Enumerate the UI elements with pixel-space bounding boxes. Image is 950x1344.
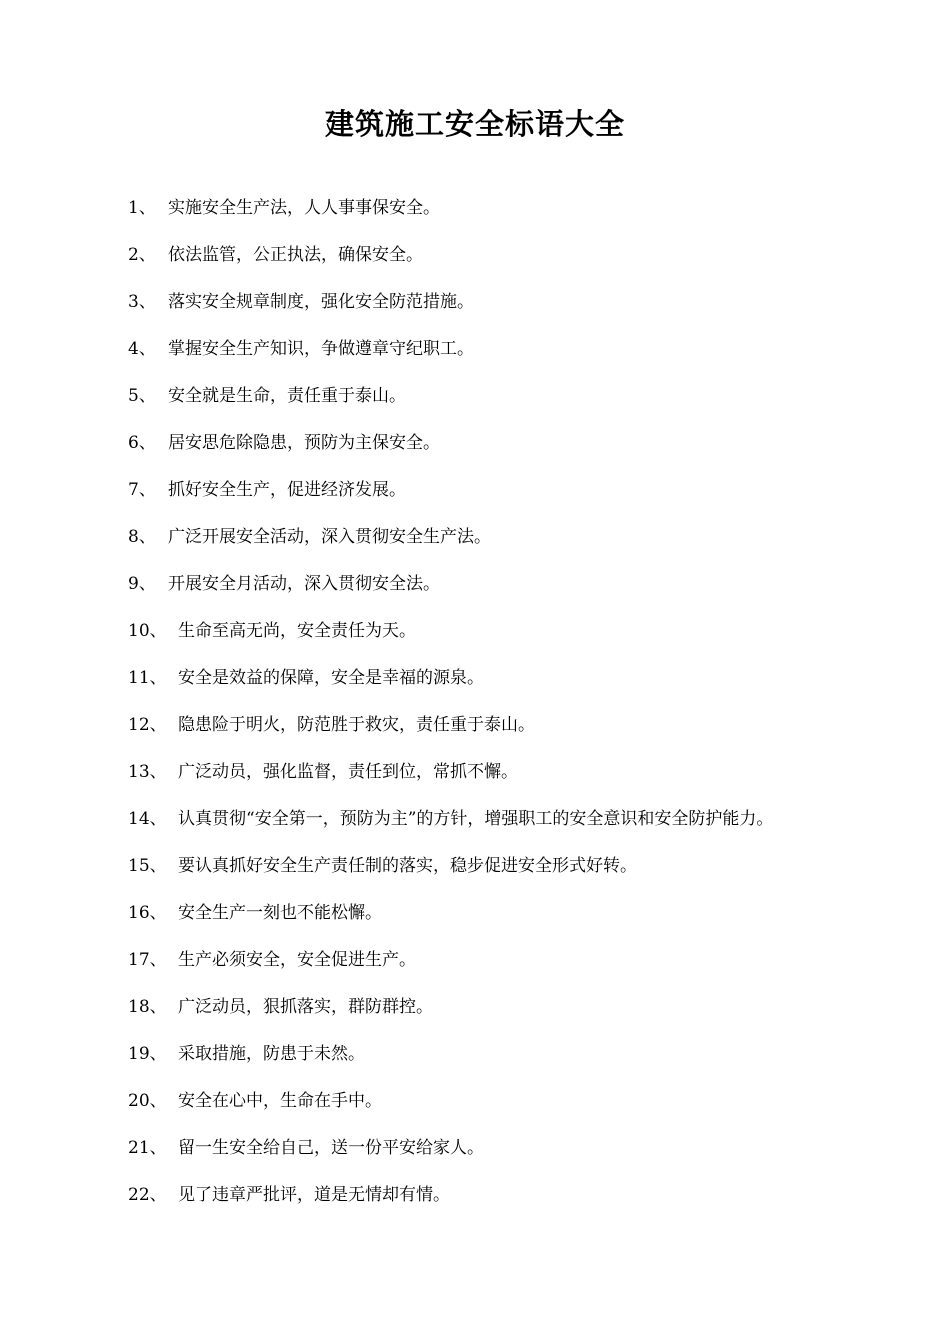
list-item [128, 713, 938, 760]
list-item [128, 1183, 938, 1230]
list-item [128, 619, 938, 666]
list-item [128, 995, 938, 1042]
item-text: 开展安全月活动，深入贯彻安全法。 [168, 574, 440, 594]
list-item [128, 572, 938, 619]
item-text: 依法监管，公正执法，确保安全。 [168, 245, 423, 265]
item-text: 要认真抓好安全生产责任制的落实，稳步促进安全形式好转。 [178, 856, 637, 876]
list-item [128, 666, 938, 713]
item-number: 16、 [128, 903, 167, 923]
slogan-list [128, 196, 938, 1230]
item-text: 落实安全规章制度，强化安全防范措施。 [168, 292, 474, 312]
item-text: 实施安全生产法，人人事事保安全。 [168, 198, 440, 218]
item-text: 生产必须安全，安全促进生产。 [178, 950, 416, 970]
item-text: 安全在心中，生命在手中。 [178, 1091, 382, 1111]
list-item [128, 337, 938, 384]
item-number: 7、 [128, 480, 156, 500]
list-item [128, 948, 938, 995]
item-number: 15、 [128, 856, 167, 876]
item-number: 1、 [128, 198, 156, 218]
item-number: 22、 [128, 1185, 167, 1205]
item-text: 隐患险于明火，防范胜于救灾，责任重于泰山。 [178, 715, 535, 735]
item-number: 3、 [128, 292, 156, 312]
item-text: 留一生安全给自己，送一份平安给家人。 [178, 1138, 484, 1158]
item-text: 居安思危除隐患，预防为主保安全。 [168, 433, 440, 453]
list-item [128, 290, 938, 337]
list-item [128, 431, 938, 478]
item-number: 4、 [128, 339, 156, 359]
item-text: 认真贯彻“安全第一，预防为主”的方针，增强职工的安全意识和安全防护能力。 [178, 809, 774, 829]
list-item [128, 196, 938, 243]
item-number: 17、 [128, 950, 167, 970]
list-item [128, 243, 938, 290]
item-number: 13、 [128, 762, 167, 782]
list-item [128, 854, 938, 901]
item-number: 18、 [128, 997, 167, 1017]
item-text: 见了违章严批评，道是无情却有情。 [178, 1185, 450, 1205]
item-number: 12、 [128, 715, 167, 735]
item-text: 采取措施，防患于未然。 [178, 1044, 365, 1064]
list-item [128, 384, 938, 431]
item-number: 2、 [128, 245, 156, 265]
list-item [128, 1136, 938, 1183]
item-number: 11、 [128, 668, 167, 688]
item-text: 安全生产一刻也不能松懈。 [178, 903, 382, 923]
item-text: 广泛动员，强化监督，责任到位，常抓不懈。 [178, 762, 518, 782]
item-number: 5、 [128, 386, 156, 406]
item-text: 安全是效益的保障，安全是幸福的源泉。 [178, 668, 484, 688]
list-item [128, 901, 938, 948]
item-number: 14、 [128, 809, 167, 829]
item-number: 20、 [128, 1091, 167, 1111]
item-text: 广泛动员，狠抓落实，群防群控。 [178, 997, 433, 1017]
item-text: 生命至高无尚，安全责任为天。 [178, 621, 416, 641]
item-text: 抓好安全生产，促进经济发展。 [168, 480, 406, 500]
list-item [128, 478, 938, 525]
item-number: 21、 [128, 1138, 167, 1158]
list-item [128, 807, 938, 854]
page-title: 建筑施工安全标语大全 [324, 107, 625, 141]
item-text: 安全就是生命，责任重于泰山。 [168, 386, 406, 406]
list-item [128, 1089, 938, 1136]
list-item [128, 525, 938, 572]
item-number: 9、 [128, 574, 156, 594]
item-number: 10、 [128, 621, 167, 641]
item-number: 19、 [128, 1044, 167, 1064]
item-text: 广泛开展安全活动，深入贯彻安全生产法。 [168, 527, 491, 547]
item-text: 掌握安全生产知识，争做遵章守纪职工。 [168, 339, 474, 359]
item-number: 6、 [128, 433, 156, 453]
item-number: 8、 [128, 527, 156, 547]
list-item [128, 760, 938, 807]
list-item [128, 1042, 938, 1089]
